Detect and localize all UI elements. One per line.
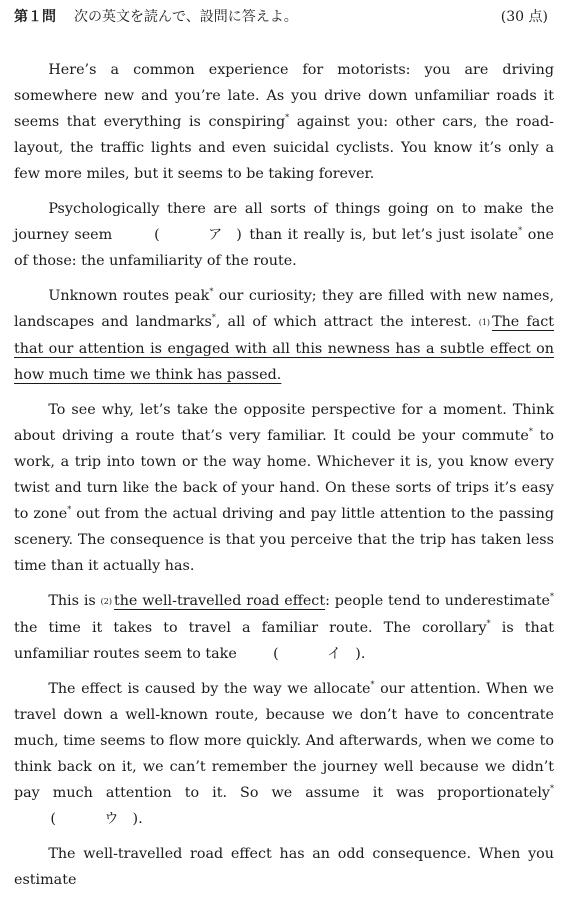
paragraph-4: To see why, let’s take the opposite perspective for a moment. Think about driving a route that’s very familiar. It could be your commute* to work, a trip into town or the way home. Whichever it is, you know every twist and turn like the back of your hand. On these sorts of trips it’s easy to zone* out from the actual driving and pay little attention to the passing scenery. The consequence is that you perceive that the trip has taken less time than it actually has.: [14, 402, 554, 574]
paragraph-1: Here’s a common experience for motorists: you are driving somewhere new and you’re late. As you drive down unfamiliar roads it seems that everything is conspiring* against you: other cars, the road-layout, the traffic lights and even suicidal cyclists. You know it’s only a few more miles, but it seems to be taking forever.: [14, 62, 554, 182]
paragraph-6: The effect is caused by the way we allocate* our attention. When we travel down a well-known route, because we don’t have to concentrate much, time seems to flow more quickly. And afterwards, when we come to think back on it, we can’t remember the journey well because we didn’t pay much attention to it. So we assume it was proportionately*( ウ ).: [14, 676, 554, 832]
blank-a: ( ア ): [154, 227, 242, 243]
question-instruction: 次の英文を読んで、設問に答えよ。: [74, 9, 298, 25]
underline-tag-1: (1): [478, 318, 491, 327]
passage: [14, 57, 554, 902]
question-header: [14, 6, 548, 28]
question-number: 第１問: [14, 9, 56, 25]
footnote-marker: *: [486, 619, 491, 628]
paragraph-5: This is (2) the well-travelled road effect: people tend to underestimate* the time it takes to travel a familiar route. The corollary* is that unfamiliar routes seem to take ( イ ).: [14, 588, 554, 667]
footnote-marker: *: [550, 784, 554, 793]
blank-i: ( イ ).: [273, 646, 366, 662]
paragraph-3: Unknown routes peak* our curiosity; they are filled with new names, landscapes and landmarks*, all of which attract the interest. (1) The fact that our attention is engaged with all this newness has a subtle effect on how much time we think has passed.: [14, 287, 555, 383]
footnote-marker: *: [285, 113, 290, 122]
underlined-passage-1: The fact that our attention is engaged with all this newness has a subtle effect on how much time we think has passed.: [14, 314, 554, 383]
paragraph-7: The well-travelled road effect has an odd consequence. When you estimate: [14, 846, 554, 888]
footnote-marker: *: [550, 592, 554, 601]
question-points: (30 点): [500, 9, 548, 25]
paragraph-2: Psychologically there are all sorts of things going on to make the journey seem ( ア ) than it really is, but let’s just isolate* one of those: the unfamiliarity of the route.: [14, 201, 554, 269]
underlined-passage-2: the well-travelled road effect: [113, 593, 326, 609]
footnote-marker: *: [67, 505, 72, 514]
underline-tag-2: (2): [100, 597, 112, 606]
footnote-marker: *: [211, 313, 216, 322]
blank-u: ( ウ ).: [50, 811, 143, 827]
footnote-marker: *: [370, 680, 375, 689]
footnote-marker: *: [518, 226, 523, 235]
footnote-marker: *: [528, 427, 533, 436]
footnote-marker: *: [209, 287, 214, 296]
